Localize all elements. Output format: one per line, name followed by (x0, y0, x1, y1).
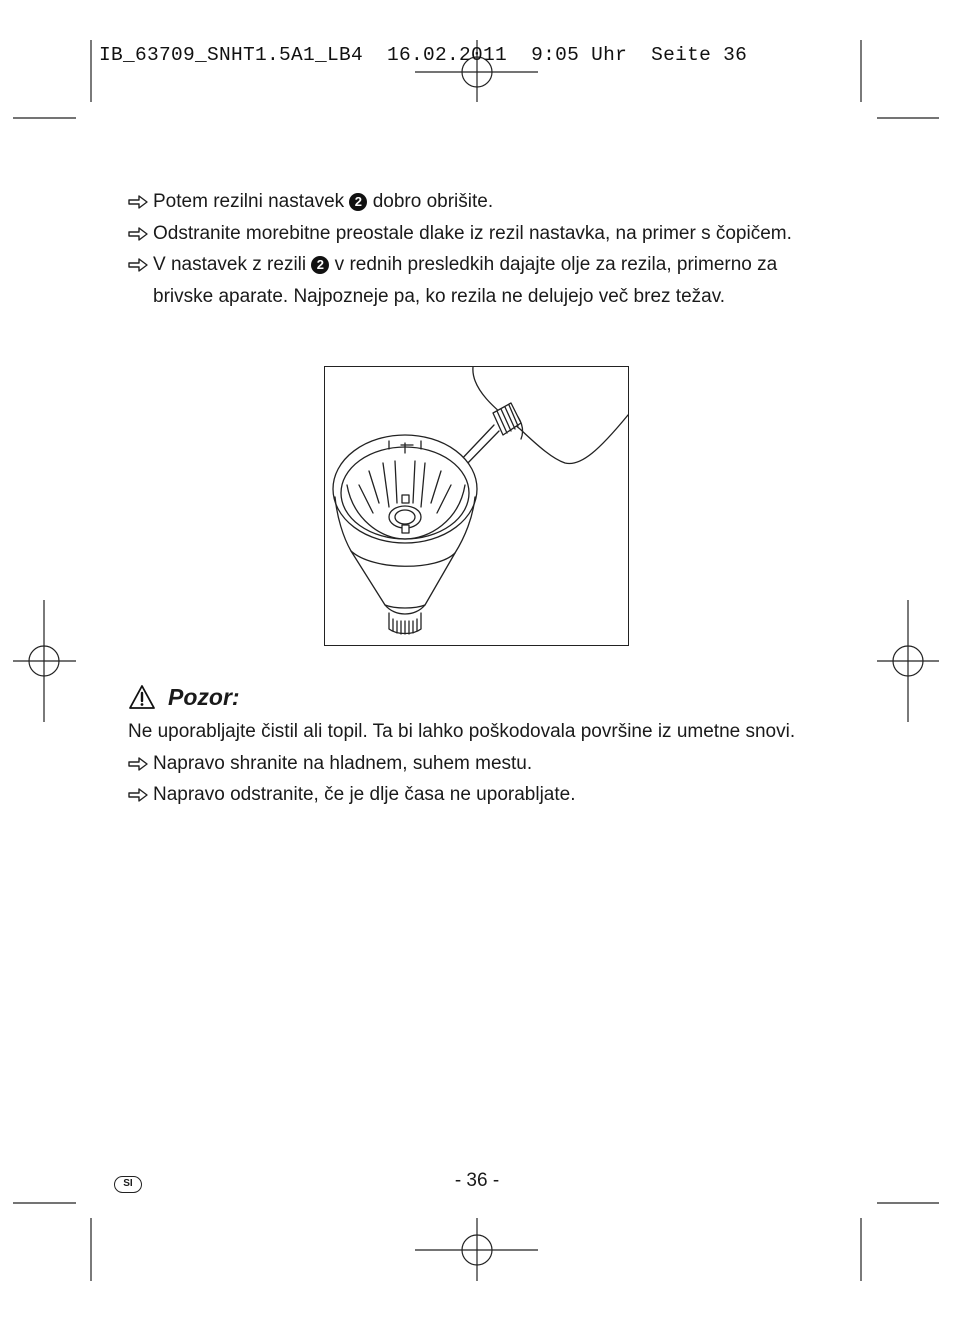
step-item (128, 186, 828, 218)
step-item (128, 249, 828, 312)
step-item (128, 748, 828, 780)
step-text: Odstranite morebitne preostale dlake iz rezil nastavka, na primer s čopičem. (153, 222, 792, 244)
page-number: - 36 - (454, 1170, 500, 1191)
arrow-right-icon (128, 787, 149, 803)
step-text: dobro obrišite. (367, 191, 494, 212)
step-text: v rednih presledkih dajajte olje za rezila, primerno za brivske aparate. Najpozneje pa, ko rezila ne delujejo več brez težav. (153, 254, 778, 307)
instruction-steps (128, 186, 828, 312)
language-badge: SI (114, 1176, 142, 1193)
step-text: Napravo odstranite, če je dlje časa ne uporabljate. (153, 784, 576, 805)
step-item (128, 779, 828, 811)
arrow-right-icon (128, 226, 149, 242)
part-number-badge: 2 (311, 256, 329, 274)
warning-triangle-icon (128, 684, 156, 710)
print-slug-header: IB_63709_SNHT1.5A1_LB4 16.02.2011 9:05 Uhr Seite 36 (99, 44, 748, 66)
step-text: V nastavek z rezili (153, 254, 312, 275)
warning-body-text: Ne uporabljajte čistil ali topil. Ta bi lahko poškodovala površine iz umetne snovi. (128, 721, 796, 742)
warning-heading (128, 680, 828, 714)
step-text: Napravo shranite na hladnem, suhem mestu. (153, 752, 533, 774)
arrow-right-icon (128, 257, 149, 273)
step-item (128, 218, 828, 250)
arrow-right-icon (128, 756, 149, 772)
part-number-badge: 2 (349, 193, 367, 211)
oiling-illustration (324, 366, 629, 646)
step-text: Potem rezilni nastavek (153, 191, 350, 212)
warning-section (128, 680, 828, 811)
arrow-right-icon (128, 194, 149, 210)
warning-title: Pozor: (168, 683, 240, 710)
